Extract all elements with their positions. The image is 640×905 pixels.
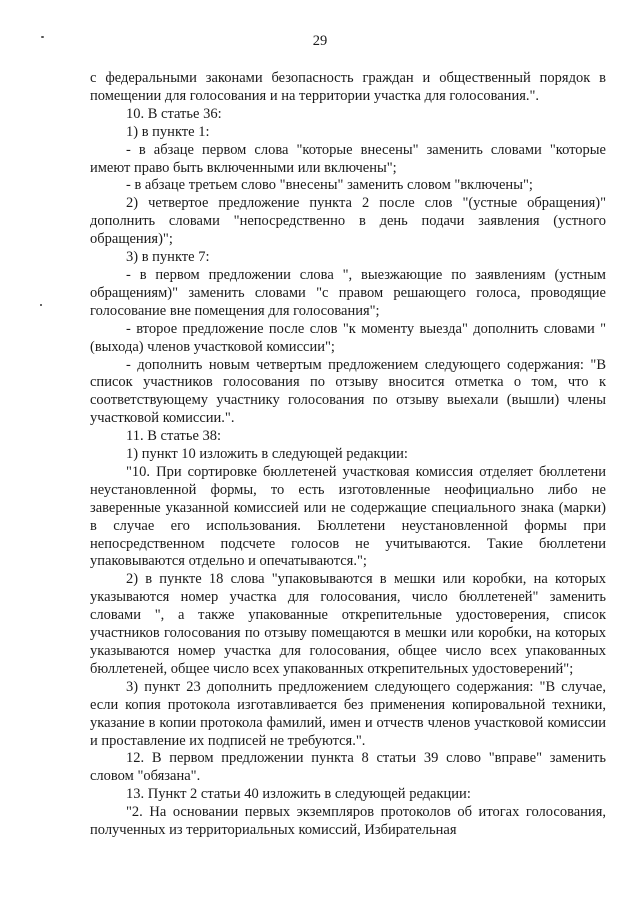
paragraph: - дополнить новым четвертым предложением следующего содержания: "В список участников голосования по отзыву вносится отметка о том, что к соответствующему участнику голосования по отзыву выехали (вышли) члены участковой комиссии.". (90, 356, 606, 427)
document-body (90, 70, 606, 840)
paragraph: - в абзаце первом слова "которые внесены" заменить словами "которые имеют право быть включенными или включены"; (90, 141, 606, 176)
paragraph: 2) четвертое предложение пункта 2 после слов "(устные обращения)" дополнить словами "непосредственно в день подачи заявления (устного обращения)"; (90, 195, 606, 248)
paragraph: 13. Пункт 2 статьи 40 изложить в следующей редакции: (126, 786, 471, 803)
paragraph: 2) в пункте 18 слова "упаковываются в мешки или коробки, на которых указываются номер участка для голосования, число бюллетеней" заменить словами ", а также упакованные открепительные удостоверения, список участников голосования по отзыву помещаются в мешки или коробки, на которых указываются номер участка для голосования, общее число всех упакованных бюллетеней, общее число всех упакованных открепительных удостоверений"; (90, 571, 606, 677)
paragraph: 11. В статье 38: (126, 428, 222, 445)
paragraph: 1) пункт 10 изложить в следующей редакции: (126, 446, 408, 463)
paragraph: 10. В статье 36: (126, 105, 222, 122)
paragraph: "2. На основании первых экземпляров протоколов об итогах голосования, полученных из территориальных комиссий, Избирательная (90, 804, 606, 839)
paragraph: - в первом предложении слова ", выезжающие по заявлениям (устным обращениям)" заменить словами "с правом решающего голоса, проводящие голосование вне помещения для голосования"; (90, 266, 606, 319)
paragraph: 1) в пункте 1: (126, 123, 210, 140)
paragraph: - второе предложение после слов "к моменту выезда" дополнить словами "(выхода) членов участковой комиссии"; (90, 320, 606, 355)
page-number: 29 (312, 33, 328, 49)
paragraph: с федеральными законами безопасность граждан и общественный порядок в помещении для голосования и на территории участка для голосования.". (90, 70, 606, 104)
paragraph: 3) в пункте 7: (126, 249, 210, 266)
paragraph: 3) пункт 23 дополнить предложением следующего содержания: "В случае, если копия протокола изготавливается без применения копировальной техники, указание в копии протокола фамилий, имен и отчеств членов участковой комиссии и проставление их подписей не требуются.". (90, 678, 606, 749)
paragraph: 12. В первом предложении пункта 8 статьи 39 слово "вправе" заменить словом "обязана". (90, 750, 606, 785)
scan-speck (40, 304, 42, 306)
paragraph: - в абзаце третьем слово "внесены" заменить словом "включены"; (126, 177, 533, 194)
paragraph: "10. При сортировке бюллетеней участковая комиссия отделяет бюллетени неустановленной формы, то есть изготовленные неофициально либо не заверенные указанной комиссией или не содержащие специального знака (марки) в случае его использования. Бюллетени неустановленной формы при непосредственном подсчете голосов не учитываются. Такие бюллетени упаковываются отдельно и опечатываются."; (90, 463, 606, 570)
